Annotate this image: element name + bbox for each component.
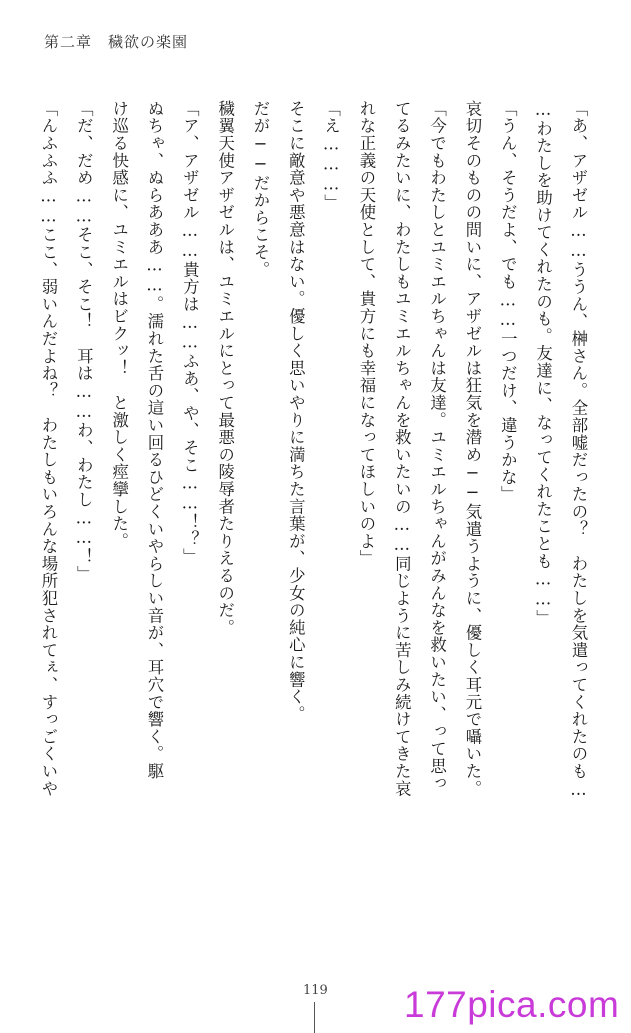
text-column: ぬちゃ、ぬらあああ……。濡れた舌の這い回るひどくいやらしい音が、耳穴で響く。駆: [144, 100, 164, 780]
text-column: 穢翼天使アザゼルは、ユミエルにとって最悪の陵辱者たりえるのだ。: [215, 100, 235, 637]
watermark: 177pica.com: [404, 984, 620, 1025]
running-head: 第二章 穢欲の楽園: [44, 33, 189, 51]
text-column: …わたしを助けてくれたのも。友達に、なってくれたことも……」: [533, 100, 553, 627]
text-column: 哀切そのものの問いに、アザゼルは狂気を潜め──気遣うように、優しく耳元で囁いた。: [462, 100, 482, 798]
text-column: そこに敵意や悪意はない。優しく思いやりに満ちた言葉が、少女の純心に響く。: [286, 100, 306, 723]
text-column: れな正義の天使として、貴方にも幸福になってほしいのよ」: [356, 100, 376, 568]
page-number: 119: [303, 983, 328, 998]
text-column: 「だ、だめ……そこ、そこ！ 耳は……わ、わたし……！」: [74, 100, 94, 583]
vertical-text-body: [33, 100, 593, 930]
text-column: 「んふふふ……ここ、弱いんだよね？ わたしもいろんな場所犯されてぇ、すっごくいや: [39, 100, 58, 798]
page-number-rule: [314, 1002, 315, 1033]
text-column: 「あ、アザゼル……ううん、榊さん。全部嘘だったの？ わたしを気遣ってくれたのも…: [568, 100, 588, 800]
text-column: だが──だからこそ。: [250, 100, 270, 279]
text-column: てるみたいに、わたしもユミエルちゃんを救いたいの……同じように苦しみ続けてきた哀: [392, 100, 412, 798]
text-column: 「今でもわたしとユミエルちゃんは友達。ユミエルちゃんがみんなを救いたい、って思っ: [427, 100, 447, 792]
text-column: 「うん、そうだよ、でも……一つだけ、違うかな」: [498, 100, 518, 504]
text-column: け巡る快感に、ユミエルはビクッ！ と激しく痙攣した。: [109, 100, 129, 550]
text-column: 「ア、アザゼル……貴方は……ふあ、や、そこ……！？」: [180, 100, 200, 566]
text-column: 「え………」: [321, 100, 341, 212]
